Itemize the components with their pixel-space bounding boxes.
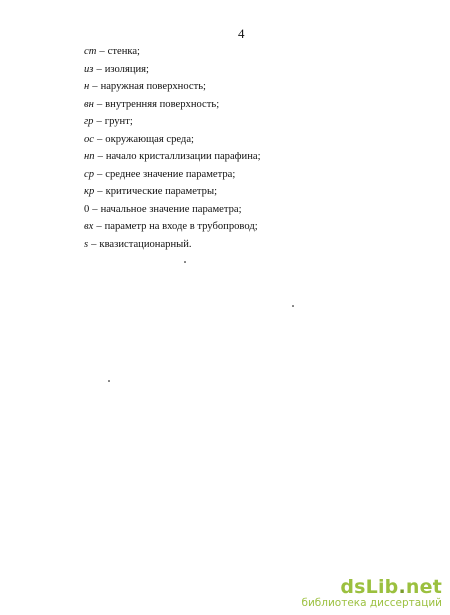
watermark-logo <box>301 577 442 597</box>
abbreviation-desc: среднее значение параметра; <box>105 168 236 180</box>
dash: – <box>96 63 102 75</box>
abbreviation-key: ср <box>84 168 94 180</box>
watermark-logo-main: dsLib <box>340 576 399 598</box>
abbreviation-desc: начало кристаллизации парафина; <box>105 151 261 162</box>
abbreviation-desc: изоляция; <box>104 63 149 75</box>
abbreviation-item <box>84 201 261 219</box>
watermark-logo-tld: net <box>405 576 442 598</box>
abbreviation-desc: грунт; <box>104 116 133 127</box>
dash: – <box>92 203 98 215</box>
abbreviation-desc: наружная поверхность; <box>100 81 206 92</box>
abbreviation-desc: квазистационарный. <box>99 238 192 250</box>
abbreviation-item <box>84 131 261 149</box>
abbreviation-key: нп <box>84 151 95 162</box>
scan-speck <box>292 305 294 307</box>
abbreviation-item <box>84 61 261 79</box>
abbreviation-item <box>84 218 261 236</box>
page-number: 4 <box>238 26 245 41</box>
dash: – <box>96 116 102 127</box>
abbreviation-key: н <box>84 81 90 92</box>
abbreviation-desc: внутренняя поверхность; <box>105 98 220 110</box>
abbreviation-item <box>84 236 261 254</box>
abbreviation-key: кр <box>84 186 95 197</box>
abbreviation-key: s <box>84 238 89 250</box>
abbreviation-desc: критические параметры; <box>105 186 218 197</box>
abbreviation-key: вн <box>84 98 94 110</box>
watermark-logo-dot: . <box>398 576 406 598</box>
dash: – <box>96 221 102 232</box>
abbreviation-desc: параметр на входе в трубопровод; <box>104 221 258 232</box>
scan-speck <box>108 380 110 382</box>
dash: – <box>92 81 98 92</box>
abbreviation-key: из <box>84 63 94 75</box>
abbreviation-item <box>84 183 261 201</box>
abbreviation-key: вх <box>84 221 94 232</box>
dash: – <box>97 168 103 180</box>
dash: – <box>97 133 103 145</box>
dash: – <box>97 186 103 197</box>
abbreviation-key: гр <box>84 116 94 127</box>
abbreviation-item <box>84 113 261 131</box>
abbreviation-item <box>84 166 261 184</box>
dash: – <box>99 46 105 57</box>
watermark-tagline: библиотека диссертаций <box>301 597 442 609</box>
abbreviation-desc: окружающая среда; <box>105 133 194 145</box>
abbreviation-key: ст <box>84 46 97 57</box>
dash: – <box>96 98 103 110</box>
abbreviation-key: ос <box>84 133 94 145</box>
abbreviation-item <box>84 148 261 166</box>
abbreviation-item <box>84 43 261 61</box>
scan-speck <box>184 261 186 263</box>
abbreviation-desc: начальное значение параметра; <box>100 203 242 215</box>
abbreviation-key: 0 <box>84 203 90 215</box>
abbreviation-item <box>84 78 261 96</box>
abbreviation-list <box>84 43 261 253</box>
watermark <box>301 577 442 609</box>
abbreviation-item <box>84 96 261 114</box>
dash: – <box>97 151 103 162</box>
abbreviation-desc: стенка; <box>107 46 140 57</box>
dash: – <box>91 238 97 250</box>
